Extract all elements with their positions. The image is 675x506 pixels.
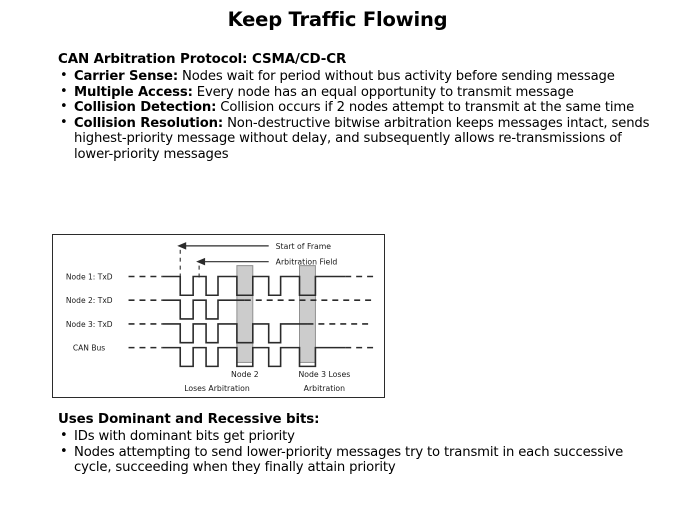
list-item-text: Collision occurs if 2 nodes attempt to transmit at the same time: [216, 100, 635, 116]
list-item: [58, 116, 662, 163]
caption-node2-line1: Node 2: [231, 370, 259, 380]
section-heading-protocol: CAN Arbitration Protocol: CSMA/CD-CR: [58, 52, 347, 67]
list-item-text: Nodes attempting to send lower-priority messages try to transmit in each successive cycle, succeeding when they finally attain priority: [74, 444, 624, 476]
page-title: Keep Traffic Flowing: [227, 8, 448, 31]
list-item: [58, 445, 662, 476]
list-item-text: Non-destructive bitwise arbitration keeps messages intact, sends highest-priority message without delay, and subsequently allows re-transmissions of lower-priority messages: [74, 115, 650, 162]
list-item-text: Nodes wait for period without bus activity before sending message: [177, 69, 615, 84]
dominant-recessive-section: [58, 412, 662, 476]
list-item: [58, 85, 662, 101]
arbitration-protocol-section: [58, 52, 662, 163]
list-item-lead: Collision Resolution:: [74, 115, 224, 131]
bullet-icon: •: [60, 428, 68, 443]
caption-node3-line1: Node 3 Loses: [298, 370, 351, 380]
annotation-label-arbitration-field: Arbitration Field: [275, 257, 338, 267]
section-heading-bits: Uses Dominant and Recessive bits:: [58, 412, 320, 427]
list-item-lead: Collision Detection:: [74, 100, 217, 116]
can-arbitration-waveform-diagram: [52, 234, 385, 398]
bullet-icon: •: [60, 443, 68, 459]
list-item: [58, 69, 662, 85]
waveform-svg: [53, 235, 384, 397]
list-item-lead: Carrier Sense:: [74, 69, 178, 84]
list-item-lead: Multiple Access:: [74, 84, 193, 100]
highlight-band-node2: [237, 266, 253, 363]
protocol-bullet-list: [58, 69, 662, 163]
bullet-icon: •: [60, 99, 68, 115]
highlight-band-node3: [300, 266, 316, 363]
row-label-node3: Node 3: TxD: [65, 319, 113, 329]
list-item-text: Every node has an equal opportunity to transmit message: [192, 84, 574, 100]
bits-bullet-list: [58, 429, 662, 476]
list-item: [58, 429, 662, 445]
row-label-node1: Node 1: TxD: [65, 272, 113, 282]
row-label-can-bus: CAN Bus: [72, 343, 106, 353]
row-label-node2: Node 2: TxD: [65, 296, 113, 306]
caption-node2-line2: Loses Arbitration: [184, 384, 250, 394]
bullet-icon: •: [60, 114, 68, 130]
list-item: [58, 100, 662, 116]
caption-node3-line2: Arbitration: [303, 384, 346, 394]
list-item-text: IDs with dominant bits get priority: [74, 429, 295, 444]
bullet-icon: •: [60, 68, 68, 83]
bullet-icon: •: [60, 83, 68, 99]
annotation-label-start-of-frame: Start of Frame: [275, 241, 332, 251]
